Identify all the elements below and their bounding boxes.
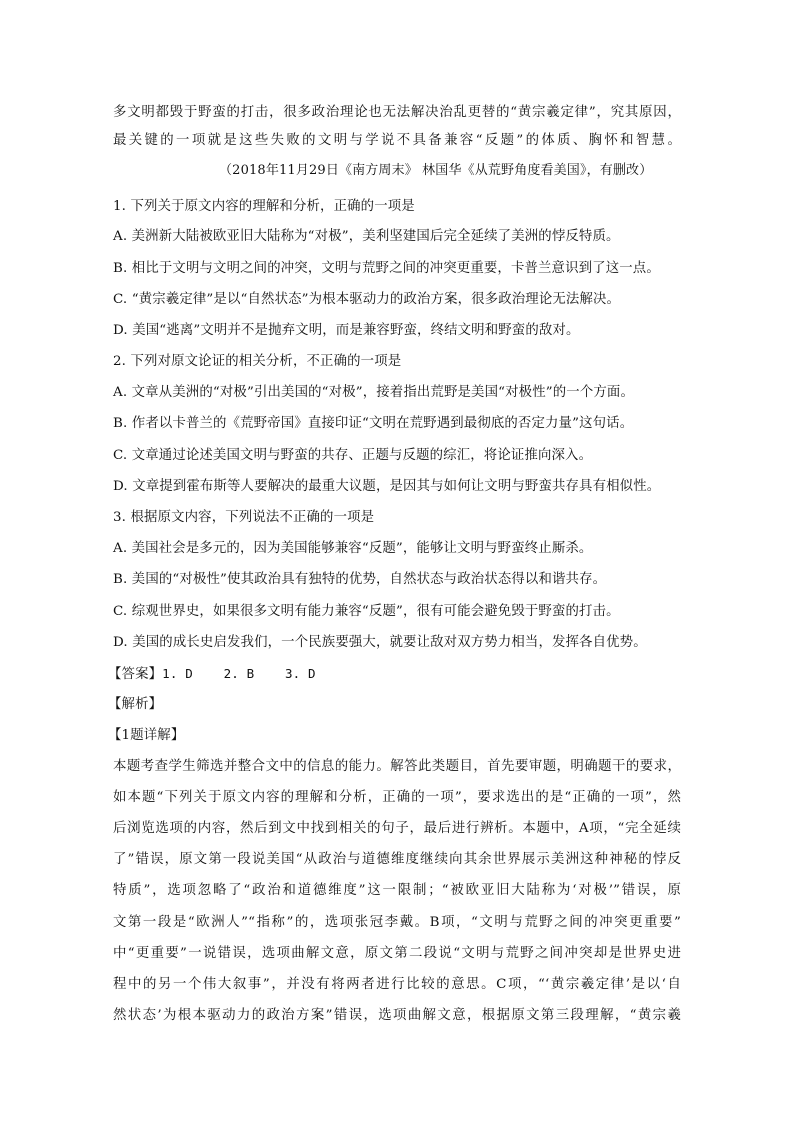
question-2-stem: 2. 下列对原文论证的相关分析，不正确的一项是	[113, 354, 402, 369]
explanation-line-8: 程中的另一个伟大叙事”，并没有将两者进行比较的意思。C项，“‘黄宗羲定律’是以‘自	[113, 977, 681, 992]
question-2-option-c: C. 文章通过论述美国文明与野蛮的共存、正题与反题的综汇，将论证推向深入。	[113, 448, 593, 463]
question-3-option-b: B. 美国的“对极性”使其政治具有独特的优势，自然状态与政治状态得以和谐共存。	[113, 572, 607, 587]
explanation-line-2: 如本题“下列关于原文内容的理解和分析，正确的一项”，要求选出的是“正确的一项”，然	[113, 790, 681, 805]
explanation-line-7: 中“更重要”一说错误，选项曲解文意，原文第二段说“文明与荒野之间冲突却是世界史进	[113, 946, 681, 961]
answer-row	[108, 664, 316, 685]
explanation-line-9: 然状态’为根本驱动力的政治方案”错误，选项曲解文意，根据原文第三段理解，“黄宗羲	[113, 1008, 681, 1023]
passage-line-1: 多文明都毁于野蛮的打击，很多政治理论也无法解决治乱更替的“黄宗羲定律”，究其原因，	[113, 105, 681, 120]
question-2-option-a: A. 文章从美洲的“对极”引出美国的“对极”，接着指出荒野是美国“对极性”的一个方面。	[113, 385, 634, 400]
detail-label: 【1题详解】	[108, 728, 185, 743]
explanation-line-6: 文第一段是“欧洲人”“指称”的，选项张冠李戴。B项，“文明与荒野之间的冲突更重要”	[113, 915, 681, 930]
analysis-label: 【解析】	[108, 697, 163, 712]
question-3-option-a: A. 美国社会是多元的，因为美国能够兼容“反题”，能够让文明与野蛮终止厮杀。	[113, 541, 593, 556]
explanation-line-5: 特质”，选项忽略了“政治和道德维度”这一限制；“被欧亚旧大陆称为‘对极’”错误，原	[113, 883, 681, 898]
passage-line-2: 最关键的一项就是这些失败的文明与学说不具备兼容“反题”的体质、胸怀和智慧。	[113, 133, 681, 148]
question-3-option-d: D. 美国的成长史启发我们，一个民族要强大，就要让敌对双方势力相当，发挥各自优势。	[113, 635, 647, 650]
source-citation: （2018年11月29日《南方周末》 林国华《从荒野角度看美国》，有删改）	[219, 163, 653, 178]
question-2-option-b: B. 作者以卡普兰的《荒野帝国》直接印证“文明在荒野遇到最彻底的否定力量”这句话。	[113, 416, 634, 431]
question-3-stem: 3. 根据原文内容，下列说法不正确的一项是	[113, 510, 375, 525]
answer-label: 【答案】	[108, 667, 163, 682]
question-1-option-a: A. 美洲新大陆被欧亚旧大陆称为“对极”，美利坚建国后完全延续了美洲的悖反特质。	[113, 229, 620, 244]
answer-text: 1. D 2. B 3. D	[162, 666, 316, 681]
question-1-option-b: B. 相比于文明与文明之间的冲突，文明与荒野之间的冲突更重要，卡普兰意识到了这一点。	[113, 261, 660, 276]
question-2-option-d: D. 文章提到霍布斯等人要解决的最重大议题，是因其与如何让文明与野蛮共存具有相似性。	[113, 479, 661, 494]
question-1-option-d: D. 美国“逃离”文明并不是抛弃文明，而是兼容野蛮，终结文明和野蛮的敌对。	[113, 323, 580, 338]
question-3-option-c: C. 综观世界史，如果很多文明有能力兼容“反题”，很有可能会避免毁于野蛮的打击。	[113, 604, 620, 619]
explanation-line-3: 后浏览选项的内容，然后到文中找到相关的句子，最后进行辨析。本题中，A项，“完全延续	[113, 821, 681, 836]
question-1-option-c: C. “黄宗羲定律”是以“自然状态”为根本驱动力的政治方案，很多政治理论无法解决。	[113, 292, 621, 307]
explanation-line-1: 本题考查学生筛选并整合文中的信息的能力。解答此类题目，首先要审题，明确题干的要求，	[113, 759, 681, 774]
question-1-stem: 1. 下列关于原文内容的理解和分析，正确的一项是	[113, 199, 415, 214]
explanation-line-4: 了”错误，原文第一段说美国“从政治与道德维度继续向其余世界展示美洲这种神秘的悖反	[113, 852, 681, 867]
